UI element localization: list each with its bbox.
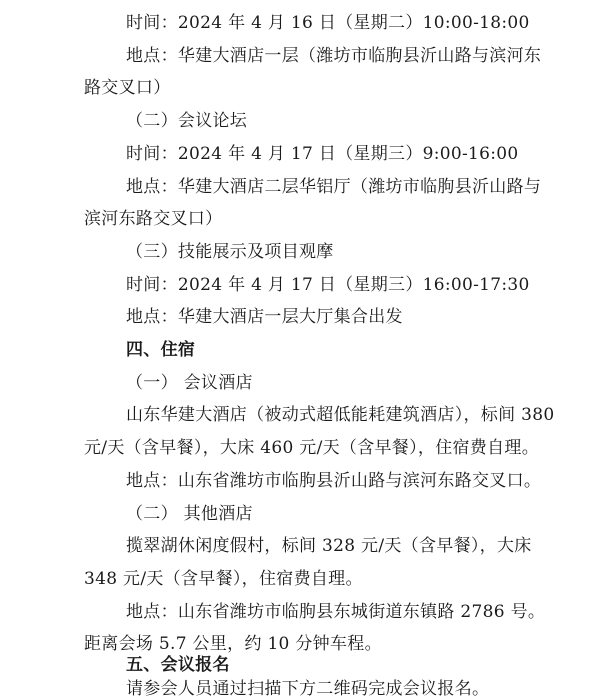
line-section-conference-hotel: （一） 会议酒店 <box>126 373 253 393</box>
line-hotel-huajian-address: 地点：山东省潍坊市临朐县沂山路与滨河东路交叉口。 <box>126 471 542 491</box>
heading-registration: 五、会议报名 <box>126 655 230 675</box>
line-time-apr17-forum: 时间：2024 年 4 月 17 日（星期三）9:00-16:00 <box>126 144 519 164</box>
line-registration-instructions: 请参会人员通过扫描下方二维码完成会议报名。 <box>126 679 490 699</box>
heading-accommodation: 四、住宿 <box>126 340 196 360</box>
line-venue-floor2: 地点：华建大酒店二层华铝厅（潍坊市临朐县沂山路与 <box>126 177 542 197</box>
line-section-forum: （二）会议论坛 <box>126 111 248 131</box>
line-section-other-hotel: （二） 其他酒店 <box>126 504 253 524</box>
line-venue-floor1-cont: 路交叉口） <box>84 78 171 98</box>
line-venue-floor2-cont: 滨河东路交叉口） <box>84 209 223 229</box>
line-venue-floor1: 地点：华建大酒店一层（潍坊市临朐县沂山路与滨河东 <box>126 46 542 66</box>
line-section-skills: （三）技能展示及项目观摩 <box>126 242 334 262</box>
line-venue-lobby: 地点：华建大酒店一层大厅集合出发 <box>126 307 403 327</box>
line-time-apr16: 时间：2024 年 4 月 16 日（星期二）10:00-18:00 <box>126 13 530 33</box>
line-hotel-huajian: 山东华建大酒店（被动式超低能耗建筑酒店），标间 380 <box>126 405 555 425</box>
line-time-apr17-skills: 时间：2024 年 4 月 17 日（星期三）16:00-17:30 <box>126 275 530 295</box>
line-hotel-huajian-cont: 元/天（含早餐），大床 460 元/天（含早餐），住宿费自理。 <box>84 438 540 458</box>
line-hotel-lancui: 揽翠湖休闲度假村，标间 328 元/天（含早餐），大床 <box>126 536 532 556</box>
line-hotel-lancui-cont: 348 元/天（含早餐），住宿费自理。 <box>84 569 363 589</box>
line-distance: 距离会场 5.7 公里，约 10 分钟车程。 <box>84 634 382 654</box>
line-hotel-lancui-address: 地点：山东省潍坊市临朐县东城街道东镇路 2786 号。 <box>126 602 546 622</box>
